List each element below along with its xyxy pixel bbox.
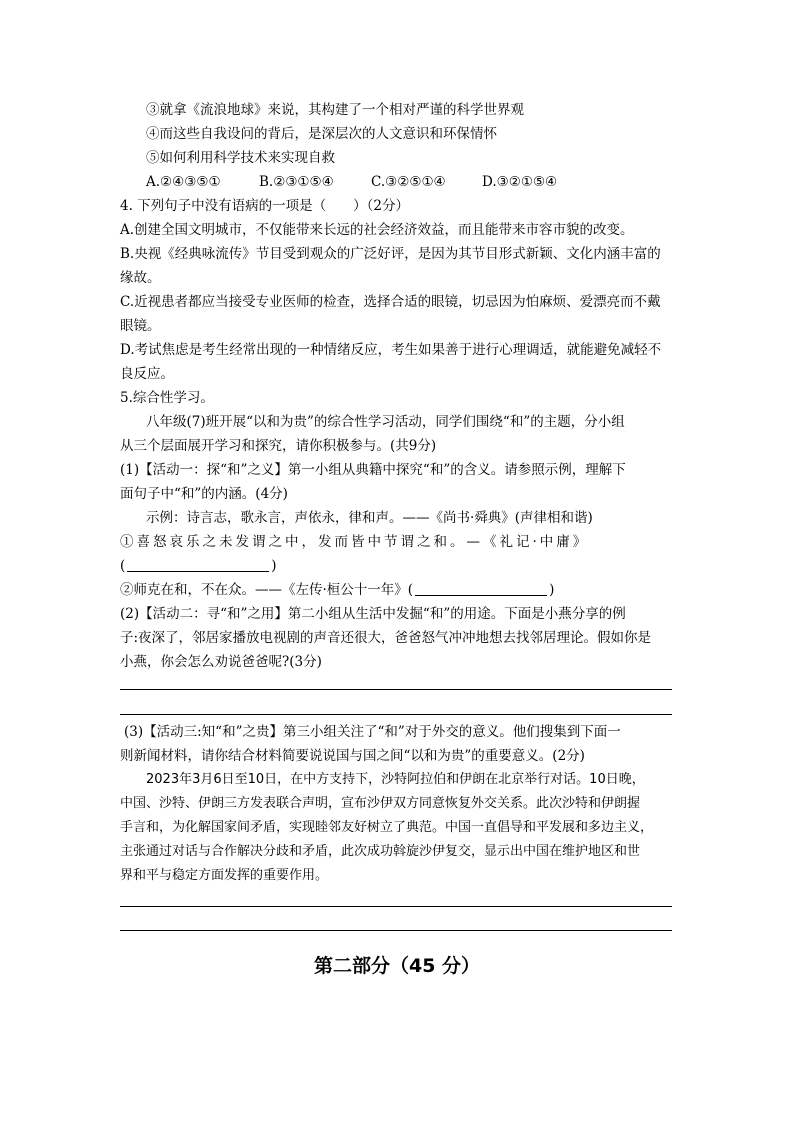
paren-open: ( xyxy=(407,582,414,598)
activity-1-line1: (1)【活动一：探“和”之义】第一小组从典籍中探究“和”的含义。请参照示例，理解下 xyxy=(120,462,626,478)
news-line5: 界和平与稳定方面发挥的重要作用。 xyxy=(120,868,329,883)
option-line-4: ④而这些自我设问的背后，是深层次的人文意识和环保情怀 xyxy=(146,126,497,142)
answer-blank-2[interactable] xyxy=(415,581,547,596)
answer-line[interactable] xyxy=(120,930,672,931)
answer-line[interactable] xyxy=(120,689,672,690)
activity-2-line3: 小燕，你会怎么劝说爸爸呢?(3分) xyxy=(120,654,322,670)
activity-1-line2: 面句子中“和”的内涵。(4分) xyxy=(120,486,288,502)
question-5-intro-line2: 从三个层面展开学习和探究，请你积极参与。(共9分) xyxy=(120,438,437,454)
activity-1-example: 示例：诗言志，歌永言，声依永，律和声。——《尚书·舜典》(声律相和谐) xyxy=(146,510,593,526)
answer-blank-1[interactable] xyxy=(127,557,269,572)
question-4-option-a: A.创建全国文明城市，不仅能带来长远的社会经济效益，而且能带来市容市貌的改变。 xyxy=(120,222,634,238)
activity-1-item-1-answer xyxy=(120,556,277,576)
question-4-option-b-line2: 缘故。 xyxy=(120,270,161,286)
activity-3-line1: (3)【活动三:知“和”之贵】第三小组关注了“和”对于外交的意义。他们搜集到下面一 xyxy=(124,724,621,740)
activity-3-line2: 则新闻材料，请你结合材料简要说说国与国之间“以和为贵”的重要意义。(2分) xyxy=(120,748,585,764)
answer-choice-c: C.③②⑤①④ xyxy=(371,174,446,190)
paren-close: ) xyxy=(549,582,555,598)
question-4-option-c-line2: 眼镜。 xyxy=(120,318,161,334)
question-4-option-c-line1: C.近视患者都应当接受专业医师的检查，选择合适的眼镜，切忌因为怕麻烦、爱漂亮而不戴 xyxy=(120,294,661,310)
activity-2-line2: 子:夜深了，邻居家播放电视剧的声音还很大，爸爸怒气冲冲地想去找邻居理论。假如你是 xyxy=(120,630,652,646)
activity-1-item-1: ①喜怒哀乐之未发谓之中，发而皆中节谓之和。—《礼记·中庸》 xyxy=(120,534,590,550)
question-4-option-d-line2: 良反应。 xyxy=(120,366,174,382)
question-5-intro-line1: 八年级(7)班开展“以和为贵”的综合性学习活动，同学们围绕“和”的主题，分小组 xyxy=(146,414,625,430)
activity-2-line1: (2)【活动二：寻“和”之用】第二小组从生活中发掘“和”的用途。下面是小燕分享的例 xyxy=(120,606,626,622)
answer-choice-d: D.③②①⑤④ xyxy=(482,174,558,190)
news-line3: 手言和，为化解国家间矛盾，实现睦邻友好树立了典范。中国一直倡导和平发展和多边主义， xyxy=(120,820,654,835)
paren-close: ) xyxy=(271,558,277,574)
news-line1: 2023年3月6日至10日，在中方支持下，沙特阿拉伯和伊朗在北京举行对话。10日晚， xyxy=(146,772,645,787)
answer-choice-b: B.②③①⑤④ xyxy=(259,174,334,190)
activity-1-item-2 xyxy=(120,580,554,600)
option-line-5: ⑤如何利用科学技术来实现自救 xyxy=(146,150,335,166)
question-5-stem: 5.综合性学习。 xyxy=(120,390,214,406)
news-line2: 中国、沙特、伊朗三方发表联合声明，宣布沙伊双方同意恢复外交关系。此次沙特和伊朗握 xyxy=(120,796,641,811)
paren-open: ( xyxy=(120,558,126,574)
part-2-title: 第二部分（45 分） xyxy=(313,955,481,977)
answer-choice-a: A.②④③⑤① xyxy=(146,174,221,190)
item-2-text: ②师克在和，不在众。——《左传·桓公十一年》 xyxy=(120,582,408,598)
answer-line[interactable] xyxy=(120,714,672,715)
answer-line[interactable] xyxy=(120,906,672,907)
question-4-stem: 4. 下列句子中没有语病的一项是（ ）（2分） xyxy=(120,198,410,214)
question-4-option-d-line1: D.考试焦虑是考生经常出现的一种情绪反应，考生如果善于进行心理调适，就能避免减轻不 xyxy=(120,342,662,358)
option-line-3: ③就拿《流浪地球》来说，其构建了一个相对严谨的科学世界观 xyxy=(146,102,524,118)
news-line4: 主张通过对话与合作解决分歧和矛盾，此次成功斡旋沙伊复交，显示出中国在维护地区和世 xyxy=(120,844,641,859)
question-4-option-b-line1: B.央视《经典咏流传》节目受到观众的广泛好评，是因为其节目形式新颖、文化内涵丰富的 xyxy=(120,246,661,262)
